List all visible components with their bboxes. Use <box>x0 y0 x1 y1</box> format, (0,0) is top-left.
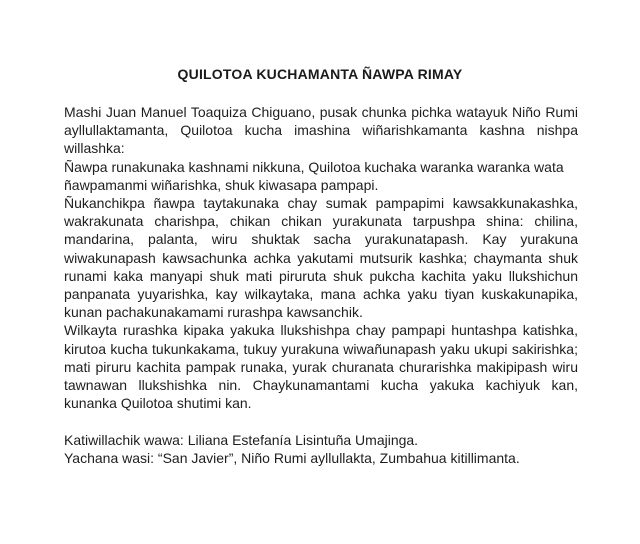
paragraph-spacer <box>64 412 578 430</box>
document-title: QUILOTOA KUCHAMANTA ÑAWPA RIMAY <box>177 66 463 82</box>
paragraph-ancestors: Ñukanchikpa ñawpa taytakunaka chay sumak pampapimi kawsakkunakashka, wakrakunata charishpa, chikan chikan yurakunata tarpushpa shina: chilina, mandarina, palanta, wiru shuktak sacha yurakunatapash. Kay yurakuna wiwakunapash kawsachunka achka yakutami mutsurik kashka; chaymanta shuk runami kaka manyapi shuk mati piruruta shuk pukcha kachita yaku llukshichun panpanata yuyarishka, kay wilkaytaka, mana achka yaku tiyan kuskakunapika, kunan pachakunakamami rurashpa kawsanchik. <box>64 195 578 321</box>
paragraph-intro: Mashi Juan Manuel Toaquiza Chiguano, pusak chunka pichka watayuk Niño Rumi ayllullaktamanta, Quilotoa kucha imashina wiñarishkamanta kashna nishpa willashka: <box>64 104 578 157</box>
credit-author: Katiwillachik wawa: Liliana Estefanía Lisintuña Umajinga. <box>64 431 419 448</box>
paragraph-origin: Ñawpa runakunaka kashnami nikkuna, Quilotoa kuchaka waranka waranka wata ñawpamanmi wiñarishka, shuk kiwasapa pampapi. <box>64 158 564 193</box>
credit-school: Yachana wasi: “San Javier”, Niño Rumi ayllullakta, Zumbahua kitillimanta. <box>64 449 520 466</box>
document-body <box>64 103 578 467</box>
paragraph-flood: Wilkayta rurashka kipaka yakuka llukshishpa chay pampapi huntashpa katishka, kirutoa kucha tukunkakama, tukuy yurakuna wiwañunapash yaku ukupi sakirishka; mati piruru kachita pampak runaka, yurak churanata churarishka makipipash wiru tawnawan llukshishka nin. Chaykunamantami kucha yakuka kachiyuk kan, kunanka Quilotoa shutimi kan. <box>64 322 578 412</box>
